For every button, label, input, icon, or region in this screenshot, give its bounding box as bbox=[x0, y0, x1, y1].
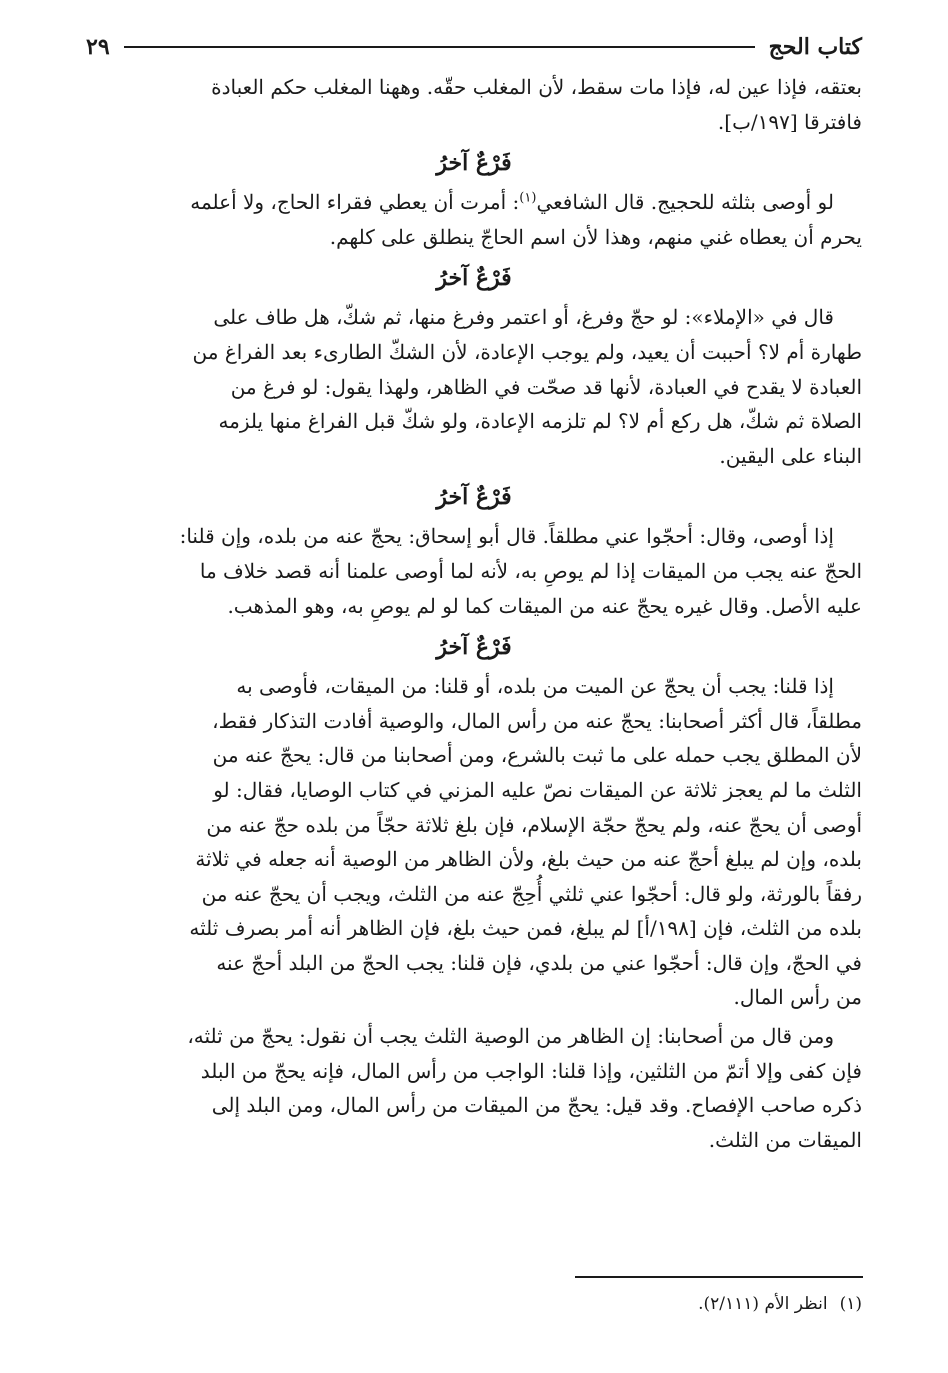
footnote-rule bbox=[575, 1276, 863, 1278]
text-line: إذا قلنا: يجب أن يحجّ عن الميت من بلده، أو قلنا: من الميقات، فأوصى به bbox=[236, 674, 834, 699]
text-line: قال في «الإملاء»: لو حجّ وفرغ، أو اعتمر وفرغ منها، ثم شكّ، هل طاف على bbox=[213, 305, 834, 330]
text-line: مطلقاً، قال أكثر أصحابنا: يحجّ عنه من رأس المال، والوصية أفادت التذكار فقط، bbox=[212, 708, 862, 733]
running-header bbox=[86, 30, 862, 64]
text-line: فإن كفى وإلا أتمّ من الثلثين، وإذا قلنا: الواجب من رأس المال، فإنه يحجّ من البلد bbox=[200, 1058, 862, 1083]
text-line: رفقاً بالورثة، ولو قال: أحجّوا عني ثلثي أُحِجّ عنه من الثلث، ويجب أن يحجّ عنه من bbox=[201, 881, 862, 906]
footnote-text: انظر الأم (٢/١١١). bbox=[698, 1294, 828, 1314]
text-line: طهارة أم لا؟ أحببت أن يعيد، ولم يوجب الإعادة، لأن الشكّ الطارىء بعد الفراغ من bbox=[192, 339, 862, 364]
book-title: كتاب الحج bbox=[768, 34, 862, 60]
paragraph-unrestricted-bequest bbox=[86, 519, 862, 623]
text-line: لأن المطلق يجب حمله على ما ثبت بالشرع، ومن أصحابنا من قال: يحجّ عنه من bbox=[212, 743, 862, 768]
text-line: في الحجّ، وإن قال: أحجّوا عني من بلدي، فإن قلنا: يجب الحجّ من البلد أحجّ عنه bbox=[216, 950, 862, 975]
text-line: الثلث ما لم يعجز ثلاثة عن الميقات نصّ عليه المزني في كتاب الوصايا، فقال: لو bbox=[213, 777, 862, 802]
paragraph-third-of-estate bbox=[86, 1019, 862, 1157]
paragraph-bequest-pilgrims bbox=[86, 185, 862, 254]
text-line: من رأس المال. bbox=[733, 985, 862, 1010]
text-line: عليه الأصل. وقال غيره يحجّ عنه من الميقات كما لو لم يوصِ به، وهو المذهب. bbox=[227, 593, 862, 618]
text-line: يحرم أن يعطاه غني منهم، وهذا لأن اسم الحاجّ ينطلق على كلهم. bbox=[329, 224, 862, 249]
text-line: بلده من الثلث، فإن [١٩٨/أ] لم يبلغ، فمن حيث بلغ، فإن الظاهر أنه أمر بصرف ثلثه bbox=[189, 916, 862, 941]
text-segment: لو أوصى بثلثه للحجيج. قال الشافعي bbox=[536, 190, 834, 215]
text-line: الميقات من الثلث. bbox=[708, 1127, 862, 1152]
footnote-number: (١) bbox=[839, 1294, 862, 1314]
text-line: العبادة لا يقدح في العبادة، لأنها قد صحّت في الظاهر، ولهذا يقول: لو فرغ من bbox=[230, 374, 862, 399]
text-line: الصلاة ثم شكّ، هل ركع أم لا؟ لم تلزمه الإعادة، ولو شكّ قبل الفراغ منها يلزمه bbox=[218, 409, 862, 434]
text-line: فافترقا [١٩٧/ب]. bbox=[717, 109, 862, 134]
section-heading: فَرْعٌ آخرُ bbox=[436, 265, 512, 292]
header-rule bbox=[124, 46, 755, 48]
text-line: بعتقه، فإذا عين له، فإذا مات سقط، لأن المغلب حقّه. وههنا المغلب حكم العبادة bbox=[211, 75, 862, 99]
section-heading: فَرْعٌ آخرُ bbox=[436, 634, 512, 661]
text-line: ومن قال من أصحابنا: إن الظاهر من الوصية الثلث يجب أن نقول: يحجّ من ثلثه، bbox=[187, 1024, 834, 1049]
footnote bbox=[86, 1290, 862, 1318]
text-line: ذكره صاحب الإفصاح. وقد قيل: يحجّ من الميقات من رأس المال، ومن البلد إلى bbox=[211, 1093, 862, 1118]
paragraph-continuation bbox=[86, 70, 862, 139]
text-line: إذا أوصى، وقال: أحجّوا عني مطلقاً. قال أبو إسحاق: يحجّ عنه من بلده، وإن قلنا: bbox=[179, 524, 834, 549]
page-body bbox=[86, 30, 862, 1157]
section-heading: فَرْعٌ آخرُ bbox=[436, 150, 512, 177]
page-number: ٢٩ bbox=[86, 34, 110, 60]
text-line: البناء على اليقين. bbox=[719, 443, 862, 468]
paragraph-hajj-from-hometown bbox=[86, 669, 862, 1015]
text-segment: : أمرت أن يعطي فقراء الحاج، ولا أعلمه bbox=[190, 190, 520, 215]
footnote-reference: (١) bbox=[519, 190, 537, 206]
text-line: أوصى أن يحجّ عنه، ولم يحجّ حجّة الإسلام، فإن بلغ ثلاثة حجّاً من بلده حجّ عنه من bbox=[206, 812, 862, 837]
paragraph-doubt-after-tawaf bbox=[86, 300, 862, 473]
text-line: الحجّ عنه يجب من الميقات إذا لم يوصِ به، لأنه لما أوصى علمنا أنه قصد خلاف ما bbox=[199, 558, 862, 583]
text-line: بلده، وإن لم يبلغ أحجّ عنه من حيث بلغ، ولأن الظاهر من الوصية أنه جعله في ثلاثة bbox=[195, 847, 862, 872]
section-heading: فَرْعٌ آخرُ bbox=[436, 484, 512, 511]
